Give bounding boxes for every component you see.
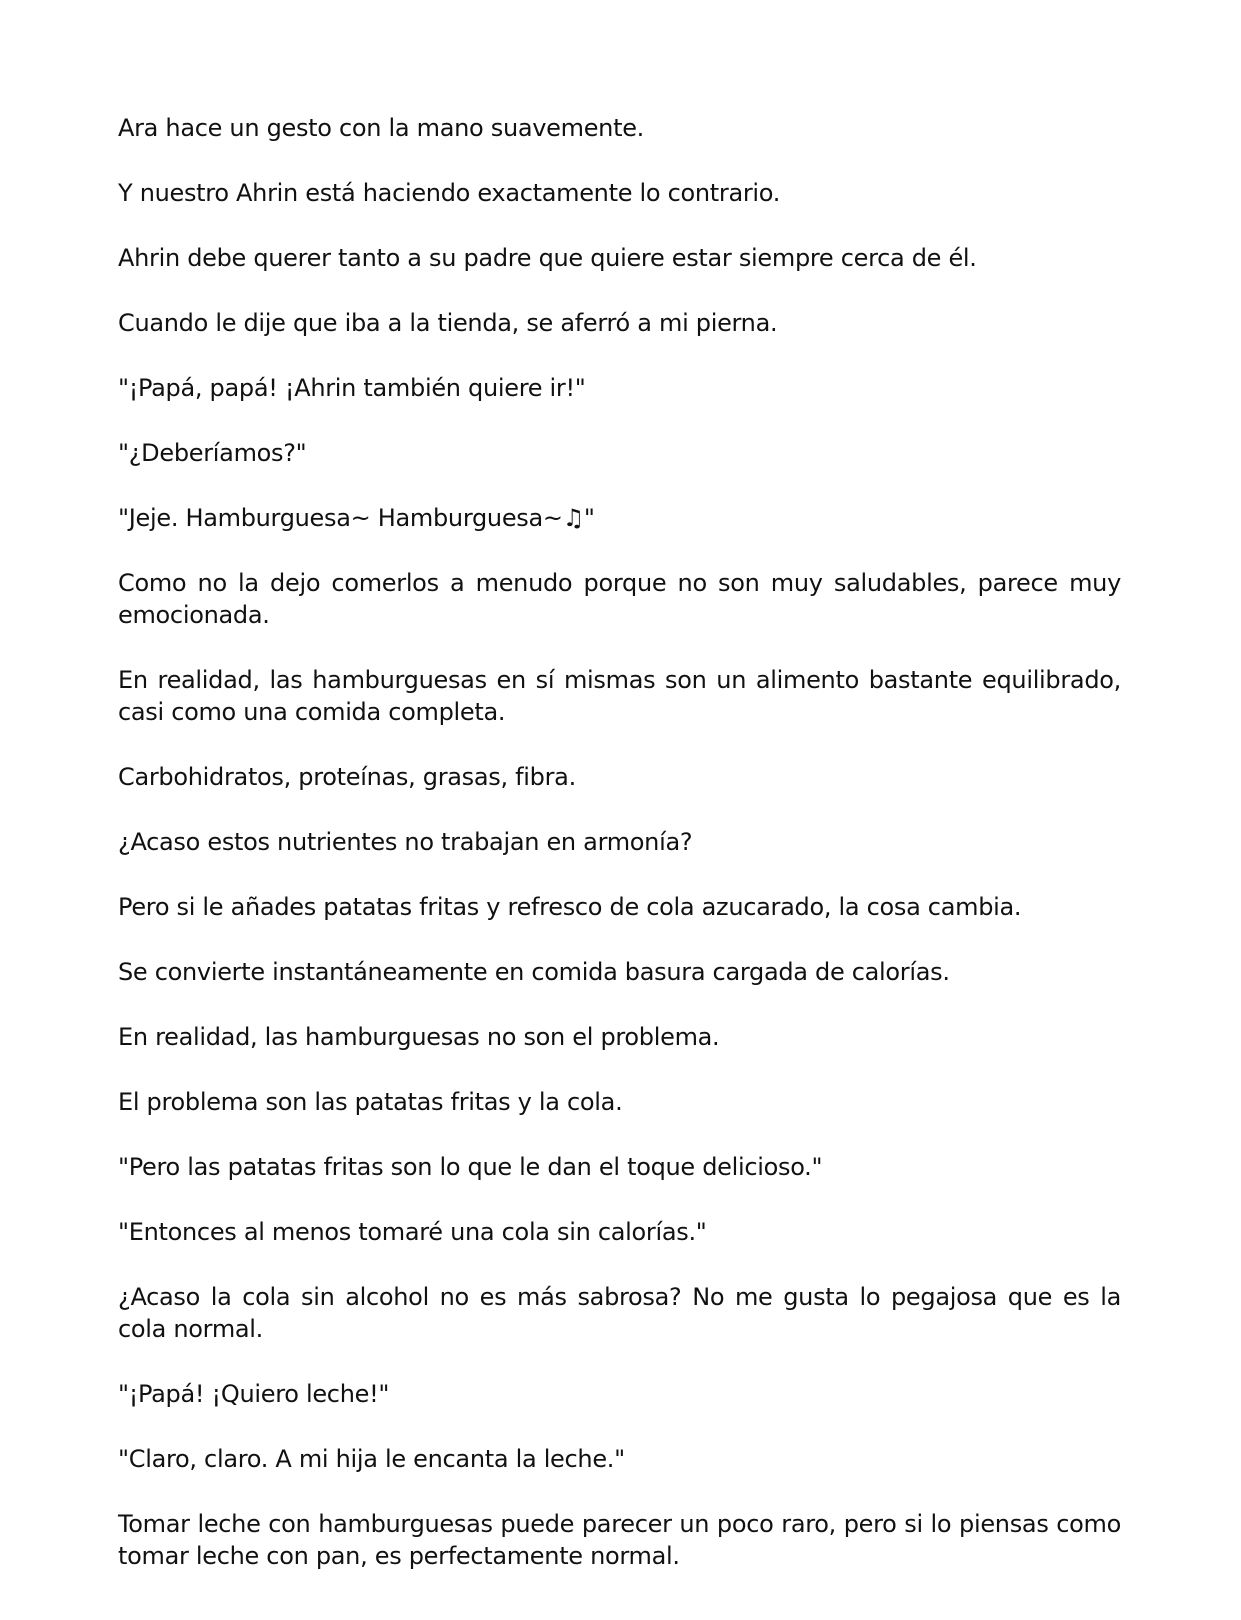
paragraph: En realidad, las hamburguesas en sí mismas son un alimento bastante equilibrado, casi como una comida completa. — [118, 666, 1121, 726]
dialogue-line: "¡Papá! ¡Quiero leche!" — [118, 1380, 390, 1408]
paragraph: En realidad, las hamburguesas no son el problema. — [118, 1023, 720, 1051]
paragraph: Ahrin debe querer tanto a su padre que quiere estar siempre cerca de él. — [118, 244, 977, 272]
paragraph: Como no la dejo comerlos a menudo porque no son muy saludables, parece muy emocionada. — [118, 569, 1121, 629]
paragraph: Cuando le dije que iba a la tienda, se aferró a mi pierna. — [118, 309, 778, 337]
document-page — [118, 112, 1121, 1605]
dialogue-line: "¡Papá, papá! ¡Ahrin también quiere ir!" — [118, 374, 586, 402]
dialogue-line: "Claro, claro. A mi hija le encanta la leche." — [118, 1445, 625, 1473]
paragraph: Ara hace un gesto con la mano suavemente. — [118, 114, 644, 142]
paragraph: ¿Acaso estos nutrientes no trabajan en armonía? — [118, 828, 693, 856]
dialogue-line: "Jeje. Hamburguesa~ Hamburguesa~♫" — [118, 504, 595, 532]
paragraph: Tomar leche con hamburguesas puede parecer un poco raro, pero si lo piensas como tomar leche con pan, es perfectamente normal. — [118, 1510, 1121, 1570]
paragraph: Carbohidratos, proteínas, grasas, fibra. — [118, 763, 576, 791]
paragraph: ¿Acaso la cola sin alcohol no es más sabrosa? No me gusta lo pegajosa que es la cola normal. — [118, 1283, 1121, 1343]
paragraph: Se convierte instantáneamente en comida basura cargada de calorías. — [118, 958, 950, 986]
dialogue-line: "¿Deberíamos?" — [118, 439, 307, 467]
paragraph: El problema son las patatas fritas y la cola. — [118, 1088, 623, 1116]
dialogue-line: "Pero las patatas fritas son lo que le dan el toque delicioso." — [118, 1153, 823, 1181]
paragraph: Y nuestro Ahrin está haciendo exactamente lo contrario. — [118, 179, 781, 207]
paragraph: Pero si le añades patatas fritas y refresco de cola azucarado, la cosa cambia. — [118, 893, 1022, 921]
dialogue-line: "Entonces al menos tomaré una cola sin calorías." — [118, 1218, 707, 1246]
